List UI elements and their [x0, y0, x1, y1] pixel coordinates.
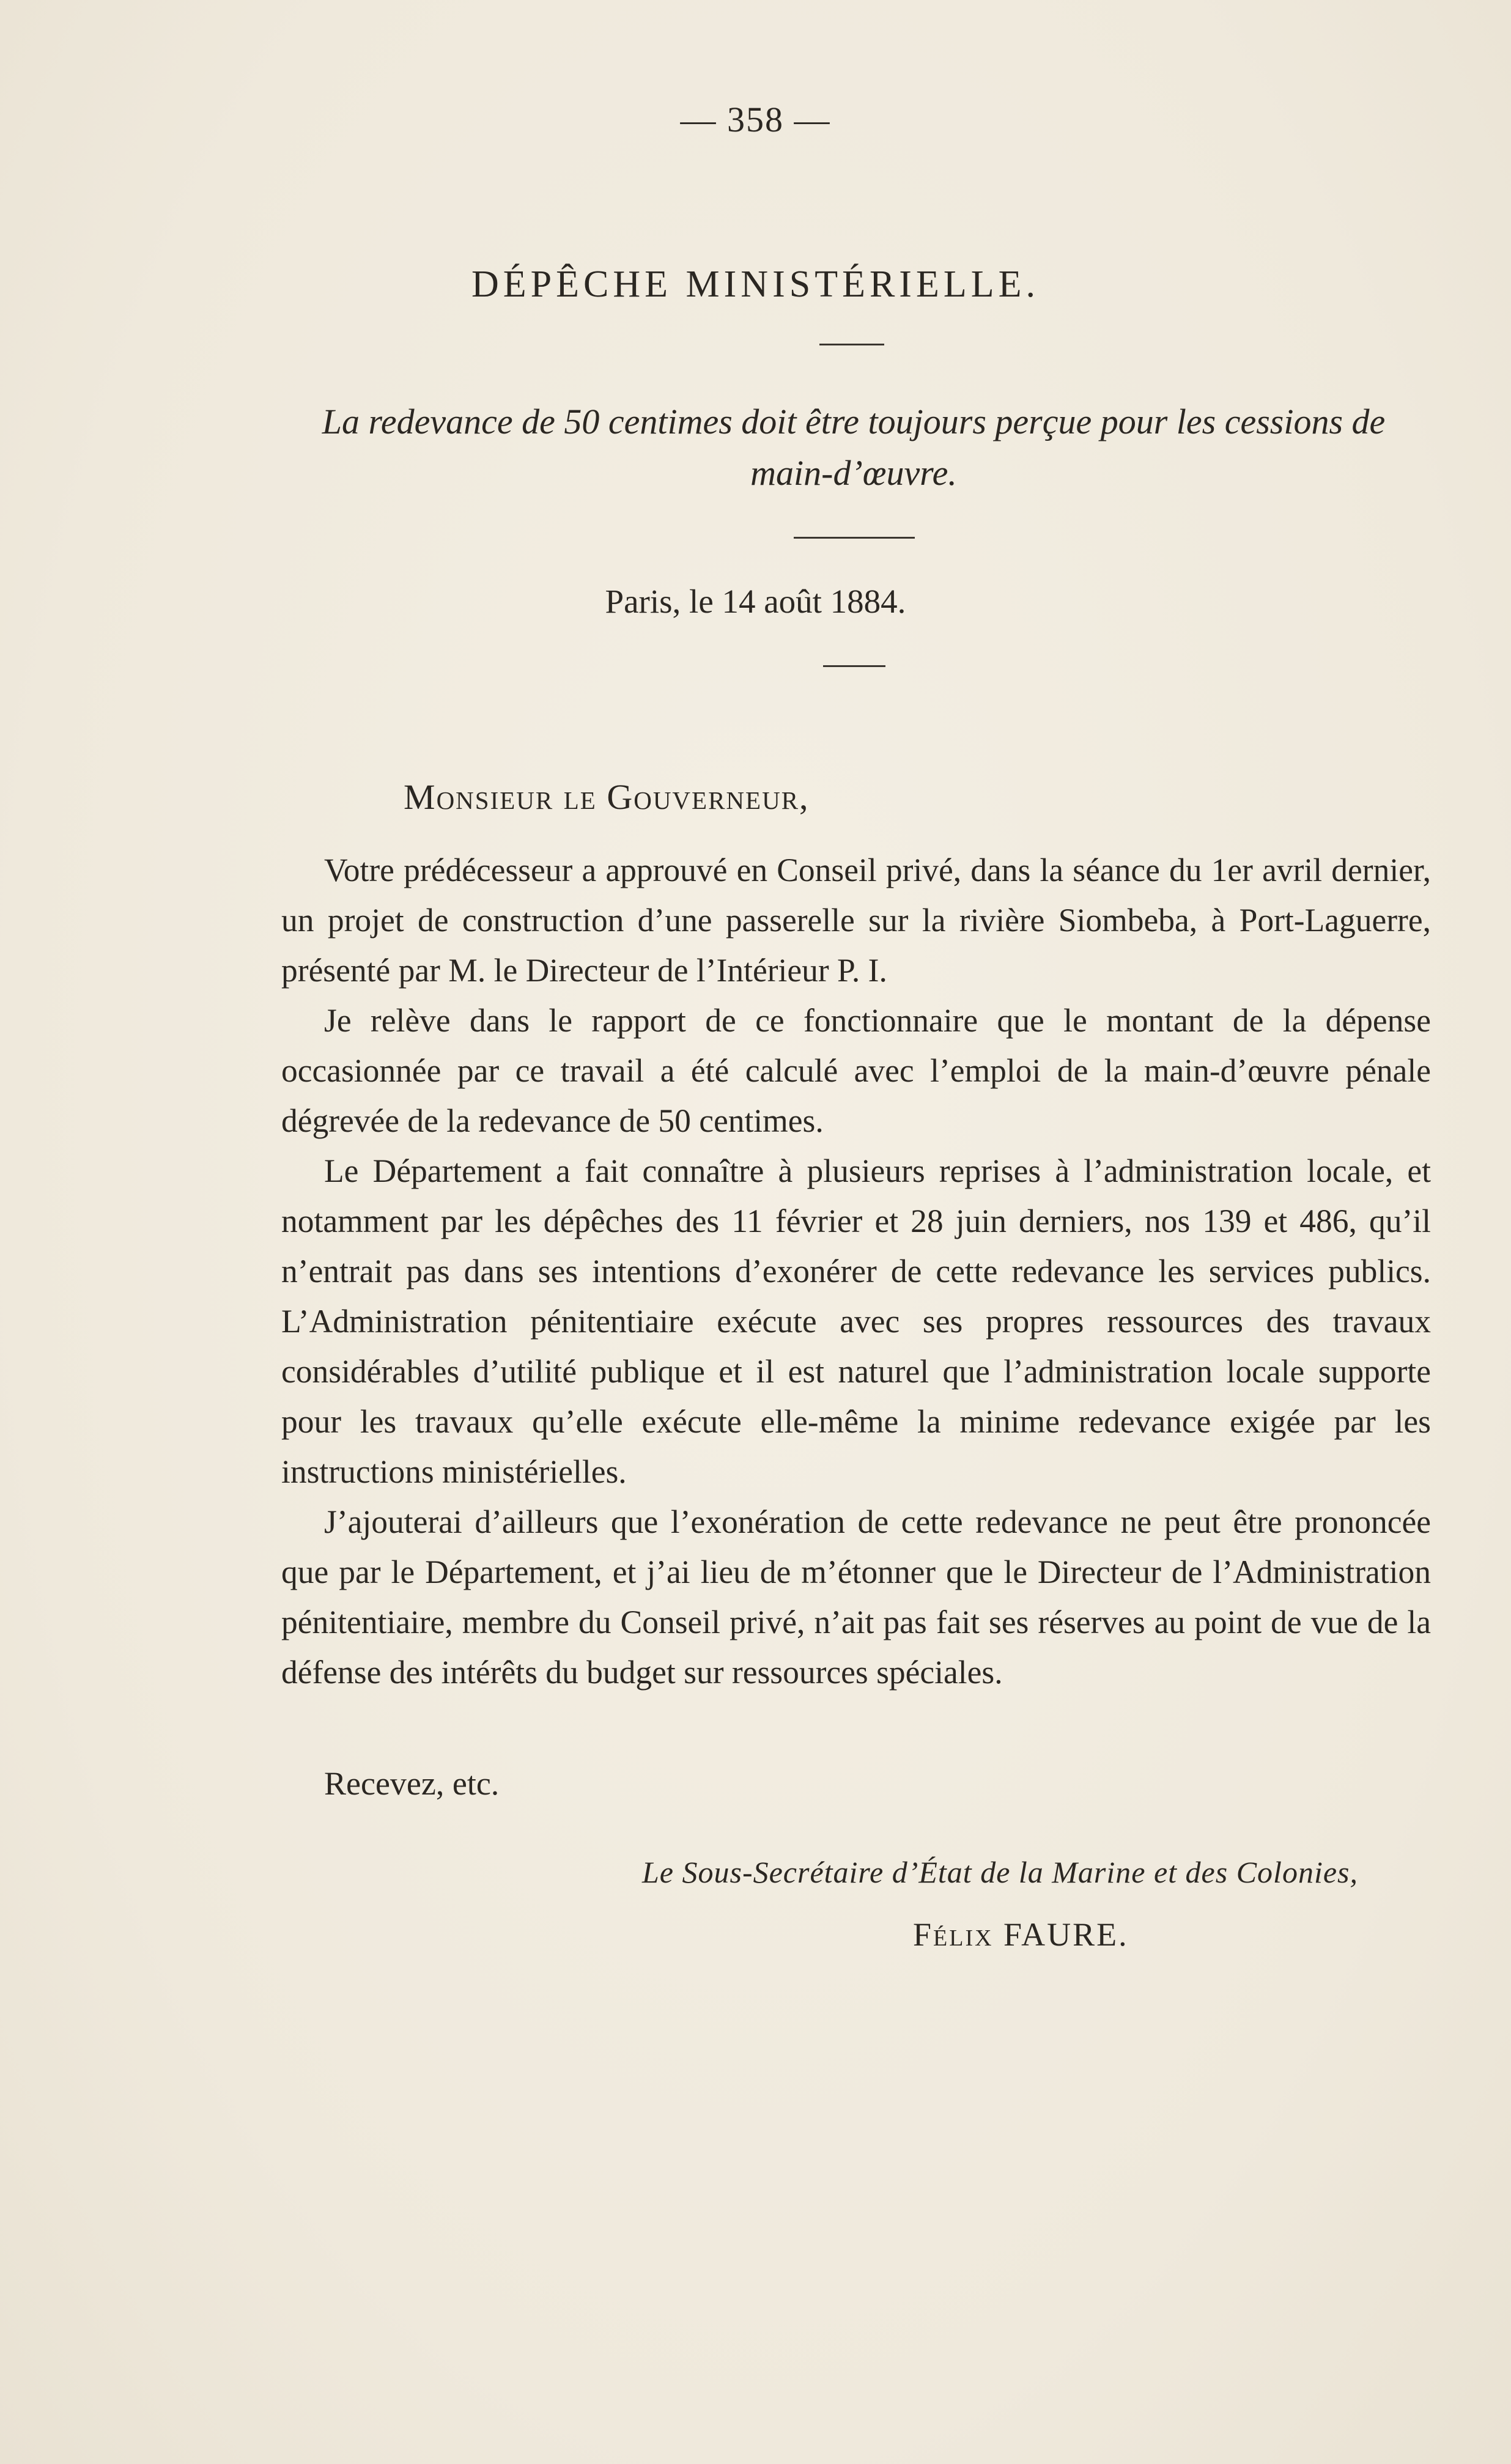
document-title: DÉPÊCHE MINISTÉRIELLE. [471, 264, 1040, 305]
paragraph-4: J’ajouterai d’ailleurs que l’exonération de cette redevance ne peut être prononcée que par le Département, et j’ai lieu de m’étonner que le Directeur de l’Administration pénitentiaire, membre du Conseil privé, n’ait pas fait ses réserves au point de vue de la défense des intérêts du budget sur ressources spéciales. [281, 1503, 1431, 1691]
paragraph-3: Le Département a fait connaître à plusieurs reprises à l’administration locale, et notamment par les dépêches des 11 février et 28 juin derniers, nos 139 et 486, qu’il n’entrait pas dans ses intentions d’exonérer de cette redevance les services publics. L’Administration pénitentiaire exécute avec ses propres ressources des travaux considérables d’utilité publique et il est naturel que l’administration locale supporte pour les travaux qu’elle exécute elle-même la minime redevance exigée par les instructions ministérielles. [281, 1153, 1431, 1490]
subtitle-rule [794, 537, 915, 539]
salutation: Monsieur le Gouverneur, [404, 777, 810, 817]
dateline-rule [823, 665, 885, 667]
document-subtitle: La redevance de 50 centimes doit être toujours perçue pour les cessions de main-d’œuvre. [322, 402, 1386, 493]
title-rule [819, 344, 884, 345]
paragraph-1: Votre prédécesseur a approuvé en Conseil privé, dans la séance du 1er avril dernier, un projet de construction d’une passerelle sur la rivière Siombeba, à Port-Laguerre, présenté par M. le Directeur de l’Intérieur P. I. [281, 852, 1431, 989]
dateline: Paris, le 14 août 1884. [605, 583, 906, 620]
signatory-title: Le Sous-Secrétaire d’État de la Marine et des Colonies, [642, 1855, 1358, 1889]
page-number: — 358 — [680, 100, 831, 139]
paragraph-2: Je relève dans le rapport de ce fonctionnaire que le montant de la dépense occasionnée par ce travail a été calculé avec l’emploi de la main-d’œuvre pénale dégrevée de la redevance de 50 centimes. [281, 1002, 1431, 1139]
closing-formula: Recevez, etc. [324, 1765, 500, 1802]
signatory-name: Félix FAURE. [913, 1916, 1129, 1953]
letter-body [281, 845, 1431, 1697]
